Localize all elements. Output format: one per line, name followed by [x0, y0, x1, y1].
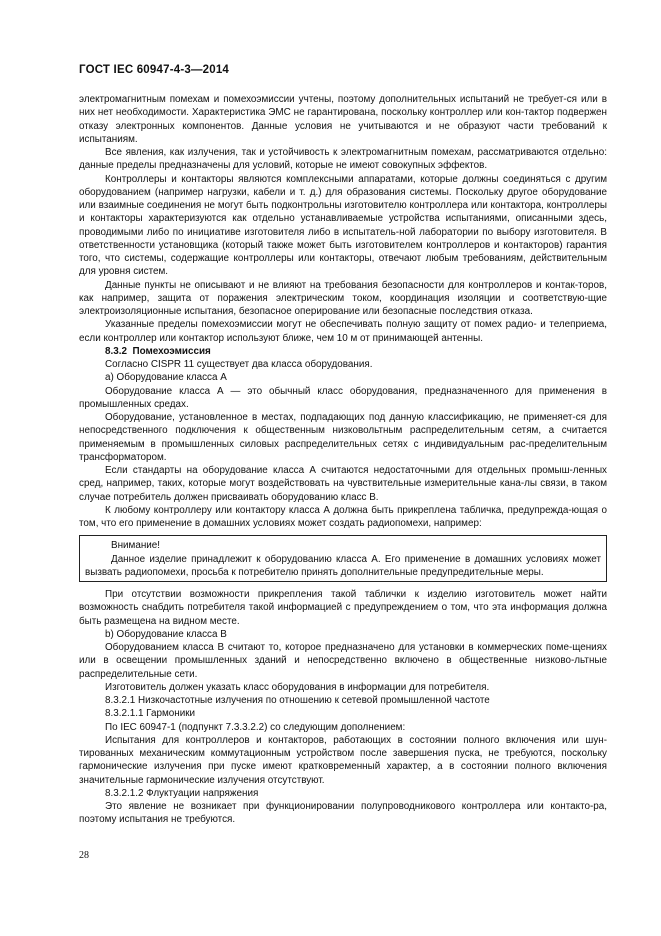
- paragraph: Это явление не возникает при функционировании полупроводникового контроллера или контакто-ра, поэтому испытания не требуются.: [79, 801, 607, 826]
- paragraph: Контроллеры и контакторы являются комплексными аппаратами, которые должны соединяться с другим оборудованием (например нагрузки, кабели и т. д.) для образования системы. Поскольку другое оборудование или взаимные соединения не могут быть подконтрольны изготовителю контроллера или контактора, контроллеры и контакторы характеризуются как отдельно устанавливаемые устройства испытаниями, описанными здесь, проводимыми либо по инициативе изготовителя либо в испытатель-ной лаборатории по выбору изготовителя. В ответственности установщика (который также может быть изготовителем контроллеров и контакторов) гарантия того, что системы, содержащие контроллеры или контакторы, отвечают любым требованиям, действительным для уровня систем.: [79, 173, 607, 278]
- paragraph: Данные пункты не описывают и не влияют на требования безопасности для контроллеров и контак-торов, как например, защита от поражения электрическим током, координация изоляции и соответствую-щие электроизоляционные испытания, безопасное оперирование или безопасные последствия отказа.: [79, 279, 607, 317]
- warning-title: Внимание!: [111, 540, 161, 552]
- paragraph: Указанные пределы помехоэмиссии могут не обеспечивать полную защиту от помех радио- и телеприема, если контроллер или контактор используют ближе, чем 10 м от принимающей антенны.: [79, 319, 607, 344]
- section-heading-8-3-2-1: 8.3.2.1 Низкочастотные излучения по отношению к сетевой промышленной частоте: [105, 695, 490, 706]
- paragraph: Оборудование, установленное в местах, подпадающих под данную классификацию, не применяет-ся для непосредственного подключения к общественным низковольтным распределительным сетям, а считается применяемым в промышленных силовых распределительных сетях с индивидуальным рас-пределительным трансформатором.: [79, 412, 607, 463]
- paragraph: Все явления, как излучения, так и устойчивость к электромагнитным помехам, рассматриваются отдельно: данные пределы предназначены для условий, которые не имеют совокупных эффектов.: [79, 147, 607, 172]
- paragraph: Если стандарты на оборудование класса А считаются недостаточными для отдельных промыш-ленных сред, например, таких, которые могут воздействовать на чувствительные измерительные кана-лы связи, в таком случае потребитель должен присваивать оборудованию класс В.: [79, 465, 607, 503]
- document-body: [79, 93, 607, 827]
- paragraph: Испытания для контроллеров и контакторов, работающих в состоянии полного включения или шун-тированных механическим коммутационным устройством после завершения пуска, не требуются, поскольку гармонические излучения при пуске имеют кратковременный характер, а в состоянии полного включения значительные гармонические излучения отсутствуют.: [79, 734, 607, 786]
- list-item-a: a) Оборудование класса А: [105, 372, 227, 384]
- section-title: Помехоэмиссия: [132, 345, 211, 357]
- section-number: 8.3.2: [105, 345, 127, 357]
- section-heading-8-3-2: [79, 345, 607, 358]
- page-number: 28: [79, 850, 89, 861]
- paragraph: К любому контроллеру или контактору класса А должна быть прикреплена табличка, предупрежда-ющая о том, что его применение в домашних условиях может создать радиопомехи, например:: [79, 504, 607, 529]
- warning-text: Данное изделие принадлежит к оборудованию класса А. Его применение в домашних условиях может вызвать радиопомехи, просьба к потребителю принять дополнительные предупредительные меры.: [85, 553, 601, 578]
- document-header: ГОСТ IEC 60947-4-3—2014: [79, 64, 230, 76]
- warning-box: [79, 535, 607, 582]
- paragraph: При отсутствии возможности прикрепления такой таблички к изделию изготовитель может найти возможность снабдить потребителя такой информацией с предупреждением о том, что эта информация должна быть размещена на видном месте.: [79, 589, 607, 627]
- list-item-b: b) Оборудование класса В: [105, 628, 227, 640]
- paragraph: электромагнитным помехам и помехоэмиссии учтены, поэтому дополнительных испытаний не требует-ся или в них нет необходимости. Характеристика ЭМС не гарантирована, поскольку контроллер или кон-тактор подвержен отказу электронных компонентов. Данные условия не учитываются и не образуют части требований к испытаниям.: [79, 94, 607, 145]
- paragraph: Оборудование класса А — это обычный класс оборудования, предназначенного для применения в промышленных средах.: [79, 385, 607, 410]
- paragraph: Оборудованием класса В считают то, которое предназначено для установки в коммерческих поме-щениях или в освещении промышленных зданий и непосредственно включено в общественные низково-льтные распределительные сети.: [79, 642, 607, 680]
- paragraph: Изготовитель должен указать класс оборудования в информации для потребителя.: [105, 681, 490, 693]
- paragraph: Согласно CISPR 11 существует два класса оборудования.: [105, 359, 373, 370]
- section-heading-8-3-2-1-2: 8.3.2.1.2 Флуктуации напряжения: [105, 787, 259, 799]
- paragraph: По IEC 60947-1 (подпункт 7.3.3.2.2) со следующим дополнением:: [105, 721, 406, 733]
- section-heading-8-3-2-1-1: 8.3.2.1.1 Гармоники: [105, 708, 196, 720]
